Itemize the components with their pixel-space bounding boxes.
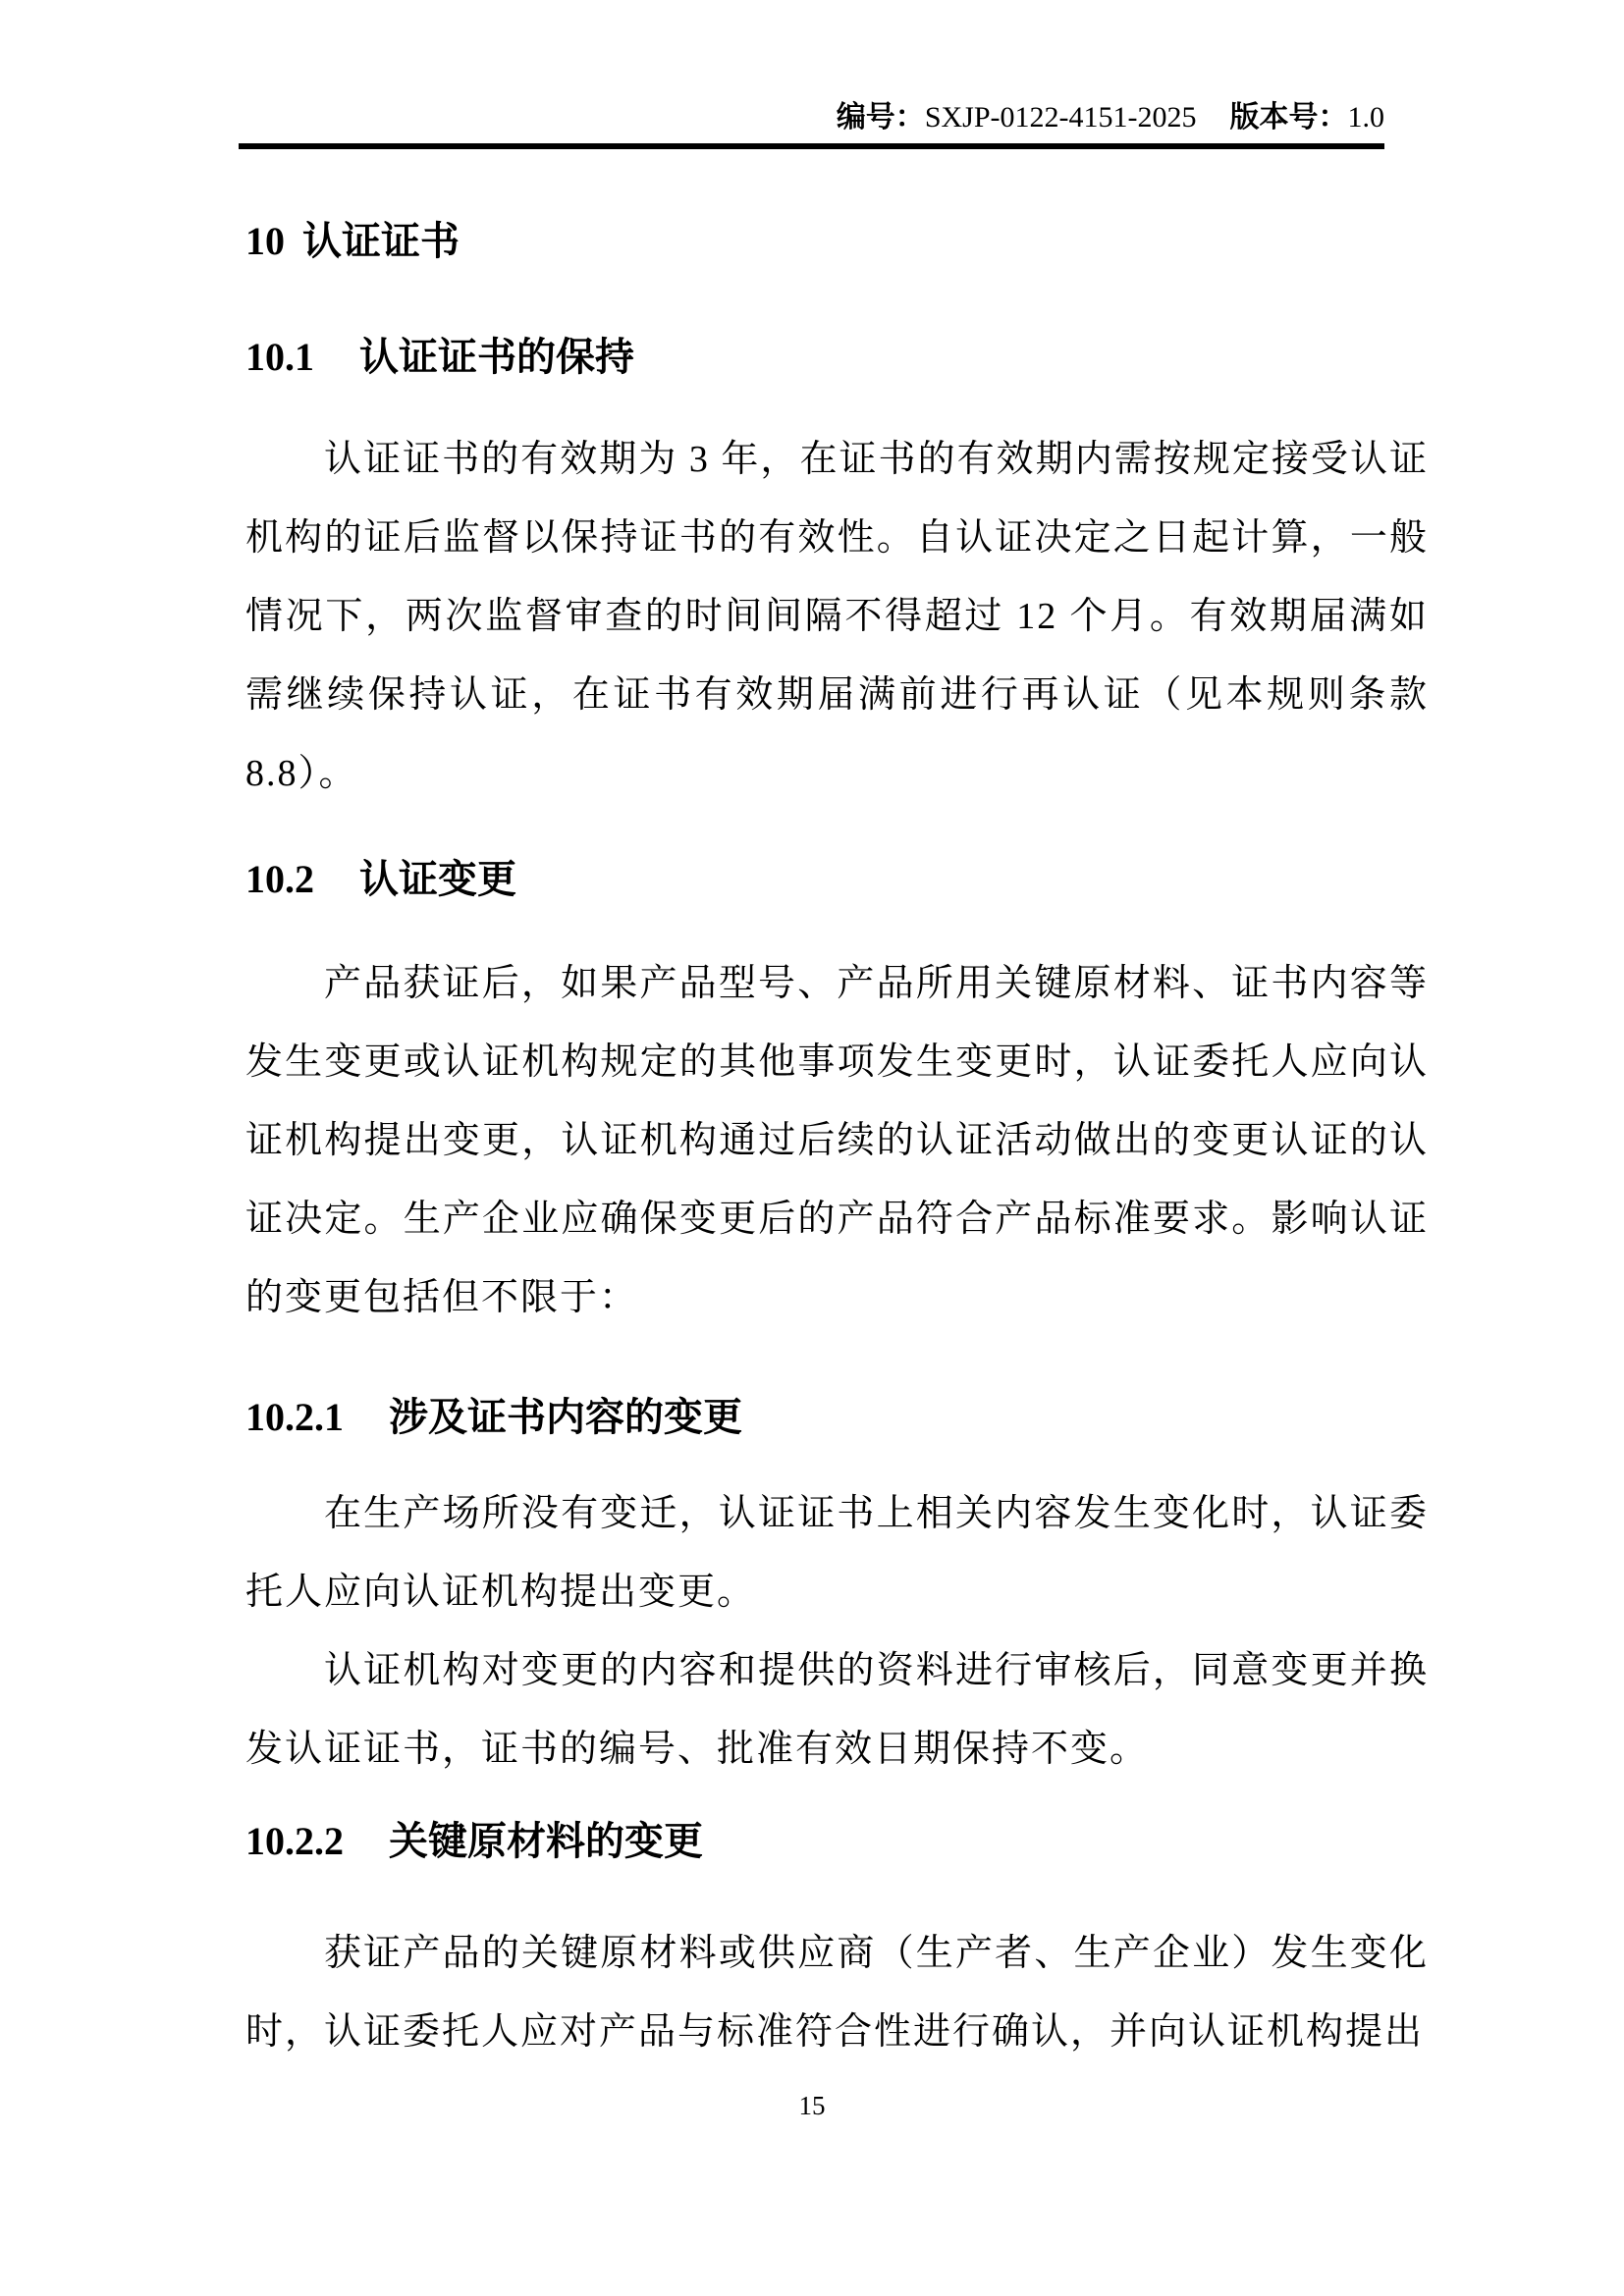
doc-number-label: 编号： bbox=[836, 101, 925, 133]
page-header bbox=[239, 98, 1384, 149]
heading-number: 10.2.1 bbox=[245, 1395, 344, 1439]
section-heading-10 bbox=[245, 218, 1429, 265]
section-heading-10-2-2 bbox=[245, 1818, 1429, 1865]
heading-number: 10 bbox=[245, 219, 285, 263]
paragraph-10-2: 产品获证后，如果产品型号、产品所用关键原材料、证书内容等发生变更或认证机构规定的其他事项发生变更时，认证委托人应向认证机构提出变更，认证机构通过后续的认证活动做出的变更认证的认证决定。生产企业应确保变更后的产品符合产品标准要求。影响认证的变更包括但不限于： bbox=[245, 963, 1429, 1318]
heading-title: 认证变更 bbox=[359, 858, 516, 901]
paragraph-10-1: 认证证书的有效期为 3 年，在证书的有效期内需按规定接受认证机构的证后监督以保持证书的有效性。自认证决定之日起计算，一般情况下，两次监督审查的时间间隔不得超过 12 个月。有效期届满如需继续保持认证，在证书有效期届满前进行再认证（见本规则条款 8.8）。 bbox=[245, 439, 1429, 794]
paragraph-10-2-2: 获证产品的关键原材料或供应商（生产者、生产企业）发生变化时，认证委托人应对产品与标准符合性进行确认，并向认证机构提出 bbox=[245, 1933, 1429, 2053]
version-value: 1.0 bbox=[1347, 101, 1384, 133]
heading-number: 10.1 bbox=[245, 335, 314, 379]
heading-title: 涉及证书内容的变更 bbox=[389, 1396, 742, 1439]
heading-number: 10.2 bbox=[245, 857, 314, 901]
paragraph-10-2-1-b: 认证机构对变更的内容和提供的资料进行审核后，同意变更并换发认证证书，证书的编号、批准有效日期保持不变。 bbox=[245, 1650, 1429, 1770]
section-heading-10-2 bbox=[245, 856, 1429, 903]
paragraph-10-2-1-a: 在生产场所没有变迁，认证证书上相关内容发生变化时，认证委托人应向认证机构提出变更。 bbox=[245, 1493, 1429, 1613]
page-number: 15 bbox=[798, 2091, 826, 2120]
section-heading-10-2-1 bbox=[245, 1394, 1429, 1441]
doc-number-value: SXJP-0122-4151-2025 bbox=[924, 101, 1197, 133]
version-label: 版本号： bbox=[1229, 101, 1348, 133]
heading-title: 认证证书的保持 bbox=[359, 336, 634, 379]
heading-number: 10.2.2 bbox=[245, 1819, 344, 1863]
heading-title: 关键原材料的变更 bbox=[389, 1820, 703, 1863]
section-heading-10-1 bbox=[245, 334, 1429, 381]
heading-title: 认证证书 bbox=[302, 220, 460, 263]
